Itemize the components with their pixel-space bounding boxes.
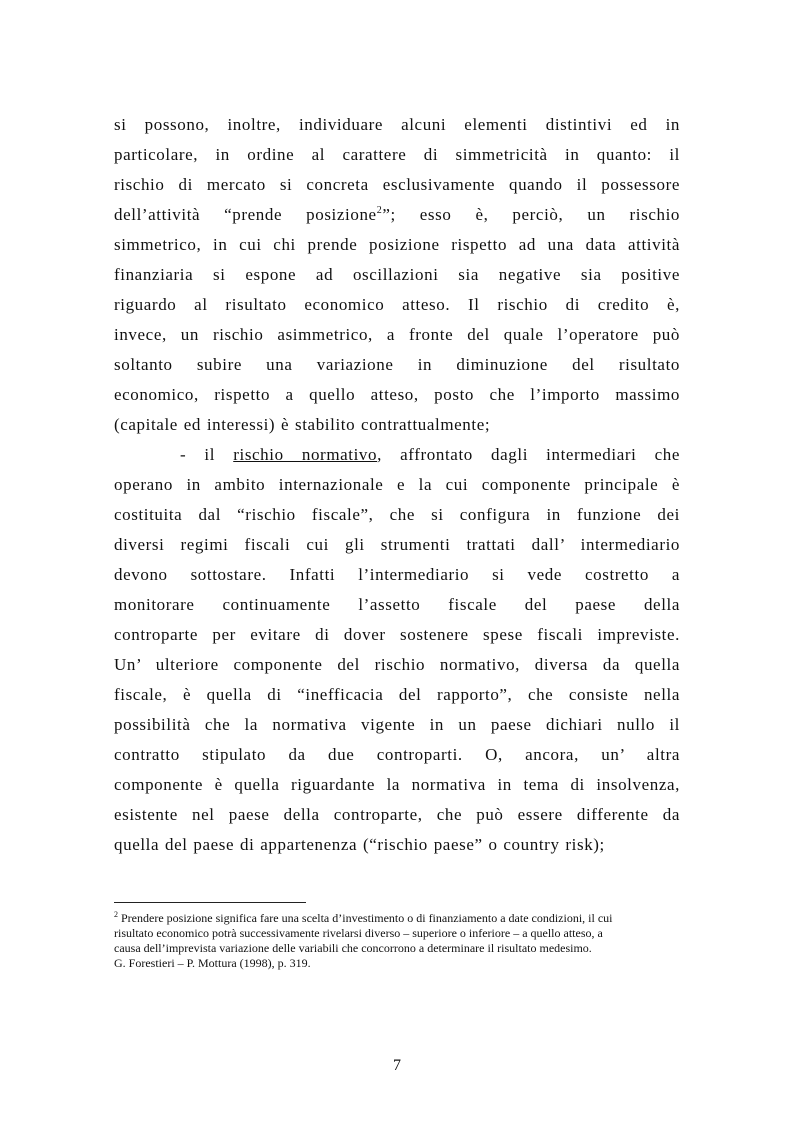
body-line: (capitale ed interessi) è stabilito contrattualmente; (114, 415, 491, 434)
footnote-line: risultato economico potrà successivamente rivelarsi diverso – superiore o inferiore – a quello atteso, a (114, 926, 603, 940)
body-text: dell’attività “prende posizione (114, 205, 377, 224)
body-line: soltanto subire una variazione in diminuzione del risultato (114, 355, 680, 374)
footnote-reference[interactable]: 2 (376, 205, 383, 216)
body-line: componente è quella riguardante la normativa in tema di insolvenza, (114, 775, 680, 794)
body-line: invece, un rischio asimmetrico, a fronte del quale l’operatore può (114, 325, 680, 344)
body-line-with-footnote (114, 205, 680, 225)
footnote-text: Prendere posizione significa fare una scelta d’investimento o di finanziamento a date condizioni, il cui (118, 911, 613, 925)
body-line: costituita dal “rischio fiscale”, che si configura in funzione dei (114, 505, 680, 524)
footnote-line: G. Forestieri – P. Mottura (1998), p. 319. (114, 956, 311, 970)
body-text: ”; esso è, perciò, un rischio (382, 205, 680, 224)
body-line: fiscale, è quella di “inefficacia del rapporto”, che consiste nella (114, 685, 680, 704)
body-line: operano in ambito internazionale e la cui componente principale è (114, 475, 680, 494)
body-line: rischio di mercato si concreta esclusivamente quando il possessore (114, 175, 680, 194)
body-line: quella del paese di appartenenza (“rischio paese” o country risk); (114, 835, 605, 854)
emphasized-term: rischio normativo (233, 445, 378, 464)
footnote-line (114, 911, 674, 926)
body-line: controparte per evitare di dover sostenere spese fiscali impreviste. (114, 625, 680, 644)
body-line: devono sottostare. Infatti l’intermediario si vede costretto a (114, 565, 680, 584)
footnote-separator (114, 902, 306, 903)
body-line: particolare, in ordine al carattere di simmetricità in quanto: il (114, 145, 680, 164)
body-line: finanziaria si espone ad oscillazioni sia negative sia positive (114, 265, 680, 284)
body-line: diversi regimi fiscali cui gli strumenti trattati dall’ intermediario (114, 535, 680, 554)
footnote-marker: 2 (114, 910, 118, 919)
body-line: riguardo al risultato economico atteso. Il rischio di credito è, (114, 295, 680, 314)
body-line: economico, rispetto a quello atteso, posto che l’importo massimo (114, 385, 680, 404)
body-line: monitorare continuamente l’assetto fiscale del paese della (114, 595, 680, 614)
body-line: simmetrico, in cui chi prende posizione rispetto ad una data attività (114, 235, 680, 254)
body-line: contratto stipulato da due controparti. O, ancora, un’ altra (114, 745, 680, 764)
page-number: 7 (393, 1057, 401, 1074)
footnote-line: causa dell’imprevista variazione delle variabili che concorrono a determinare il risultato medesimo. (114, 941, 592, 955)
body-line: si possono, inoltre, individuare alcuni elementi distintivi ed in (114, 115, 680, 134)
body-line: Un’ ulteriore componente del rischio normativo, diversa da quella (114, 655, 680, 674)
body-line: esistente nel paese della controparte, che può essere differente da (114, 805, 680, 824)
list-item-rischio-normativo (180, 445, 680, 465)
body-text: , affrontato dagli intermediari che (377, 445, 680, 464)
list-bullet-text: - il (180, 445, 234, 464)
body-line: possibilità che la normativa vigente in un paese dichiari nullo il (114, 715, 680, 734)
